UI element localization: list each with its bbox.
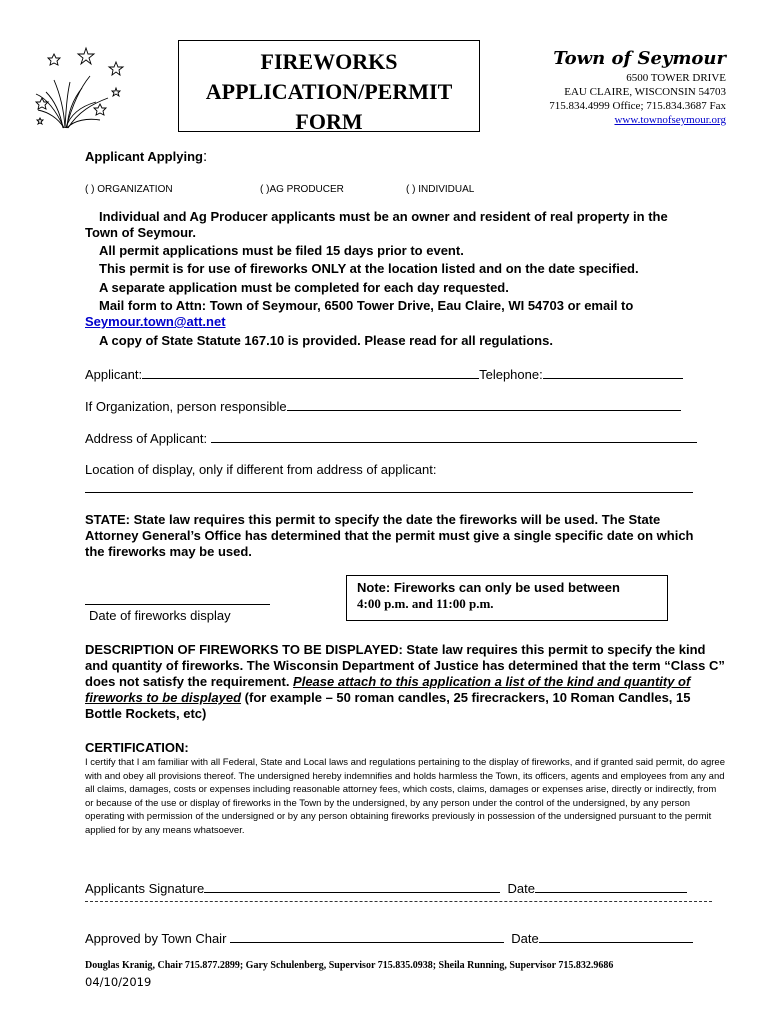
rule-text: All permit applications must be filed 15 days prior to event. [99,243,464,258]
signature-row [85,880,687,896]
address-label: Address of Applicant: [85,431,211,446]
dashed-divider [85,901,712,902]
rule-owner-resident [85,209,725,241]
signature-input[interactable] [204,880,500,893]
location-row [85,462,436,478]
signature-date-input[interactable] [535,880,687,893]
rule-mail-form [85,298,725,330]
approval-row [85,930,693,946]
board-contacts: Douglas Kranig, Chair 715.877.2899; Gary Schulenberg, Supervisor 715.835.0938; Sheila Running, Supervisor 715.832.9686 [85,960,614,971]
description-emphasis: Please attach to this application a list of the kind and quantity of fireworks to be displayed [85,674,691,705]
approved-label: Approved by Town Chair [85,931,231,946]
fireworks-logo [30,40,140,130]
state-requirement-text: STATE: State law requires this permit to specify the date the fireworks will be used. The State Attorney General’s Office has determined that the permit must give a single specific date on which the fireworks may be used. [85,512,694,559]
applicant-applying-text: Applicant Applying [85,149,203,164]
address-input[interactable] [211,430,697,443]
org-person-row [85,398,681,415]
note-line-2: 4:00 p.m. and 11:00 p.m. [357,596,494,611]
town-address-line-1: 6500 TOWER DRIVE [626,72,726,84]
email-link[interactable]: Seymour.town@att.net [85,314,226,329]
note-line-1: Note: Fireworks can only be used between [357,580,620,595]
rule-state-statute [85,333,725,349]
signature-date-label: Date [507,881,535,896]
org-person-input[interactable] [287,398,681,411]
rule-separate-application [85,280,725,296]
rule-text: A copy of State Statute 167.10 is provided. Please read for all regulations. [99,333,553,348]
applicant-label: Applicant: [85,367,143,382]
rule-text-cont: Town of Seymour. [85,225,196,240]
option-organization[interactable]: ( ) ORGANIZATION [85,184,173,195]
applicant-input[interactable] [142,366,479,379]
telephone-label: Telephone: [479,367,543,382]
rule-text: Individual and Ag Producer applicants must be an owner and resident of real property in the [99,209,668,224]
rule-text: This permit is for use of fireworks ONLY at the location listed and on the date specified. [99,261,639,276]
rule-text: Mail form to Attn: Town of Seymour, 6500 Tower Drive, Eau Claire, WI 54703 or email to [99,298,634,313]
note-box [346,575,668,621]
rule-15-days [85,243,725,259]
applicant-row [85,366,683,383]
title-line-1: FIREWORKS [260,49,398,74]
description-text [85,642,725,722]
town-website-link[interactable]: www.townofseymour.org [614,114,726,126]
location-input[interactable] [85,492,693,493]
org-person-label: If Organization, person responsible [85,399,287,414]
fireworks-date-input[interactable] [85,604,270,605]
option-ag-producer[interactable]: ( )AG PRODUCER [260,184,344,195]
town-address-line-2: EAU CLAIRE, WISCONSIN 54703 [564,86,726,98]
telephone-input[interactable] [543,366,683,379]
signature-label: Applicants Signature [85,881,205,896]
description-part-1: DESCRIPTION OF FIREWORKS TO BE DISPLAYED: State law requires this permit to specify the kind and quantity of fireworks. The Wisconsin Department of Justice has determined that the term “Class C” does not satisfy the requirement. [85,642,725,689]
rule-location-date [85,261,725,277]
title-box [178,40,480,132]
certification-title: CERTIFICATION: [85,740,189,755]
approval-date-label: Date [511,931,539,946]
applicant-applying-colon: : [202,148,208,165]
location-label: Location of display, only if different from address of applicant: [85,462,437,477]
option-individual[interactable]: ( ) INDIVIDUAL [406,184,475,195]
town-name: Town of Seymour [553,48,726,69]
description-part-2: (for example – 50 roman candles, 25 firecrackers, 10 Roman Candles, 15 Bottle Rockets, etc) [85,690,691,721]
title-line-2: APPLICATION/PERMIT [205,79,453,104]
approval-signature-input[interactable] [230,930,504,943]
applicant-applying-label [85,148,207,165]
address-row [85,430,697,447]
town-phone: 715.834.4999 Office; 715.834.3687 Fax [549,100,726,112]
title-line-3: FORM [295,109,363,134]
approval-date-input[interactable] [539,930,693,943]
certification-body: I certify that I am familiar with all Federal, State and Local laws and regulations pertaining to the display of fireworks, and if granted said permit, do agree with and obey all provisions thereof. The undersigned hereby indemnifies and holds harmless the Town, its officers, agents and employees from any and all claims, damages, costs or expenses including reasonable attorney fees, which costs, claims, damages or expenses arise, directly or indirectly, from or because of the use or display of fireworks in the Town by the undersigned, by any person under the control of the undersigned, by any person operating with permission of the undersigned or by any person obtaining fireworks previously in possession of the undersigned pursuant to the permit applied for by any means whatsoever. [85,757,725,836]
town-website-wrap [614,113,726,127]
fireworks-date-label: Date of fireworks display [89,608,231,623]
rule-text: A separate application must be completed for each day requested. [99,280,509,295]
form-revision-date: 04/10/2019 [85,975,152,989]
